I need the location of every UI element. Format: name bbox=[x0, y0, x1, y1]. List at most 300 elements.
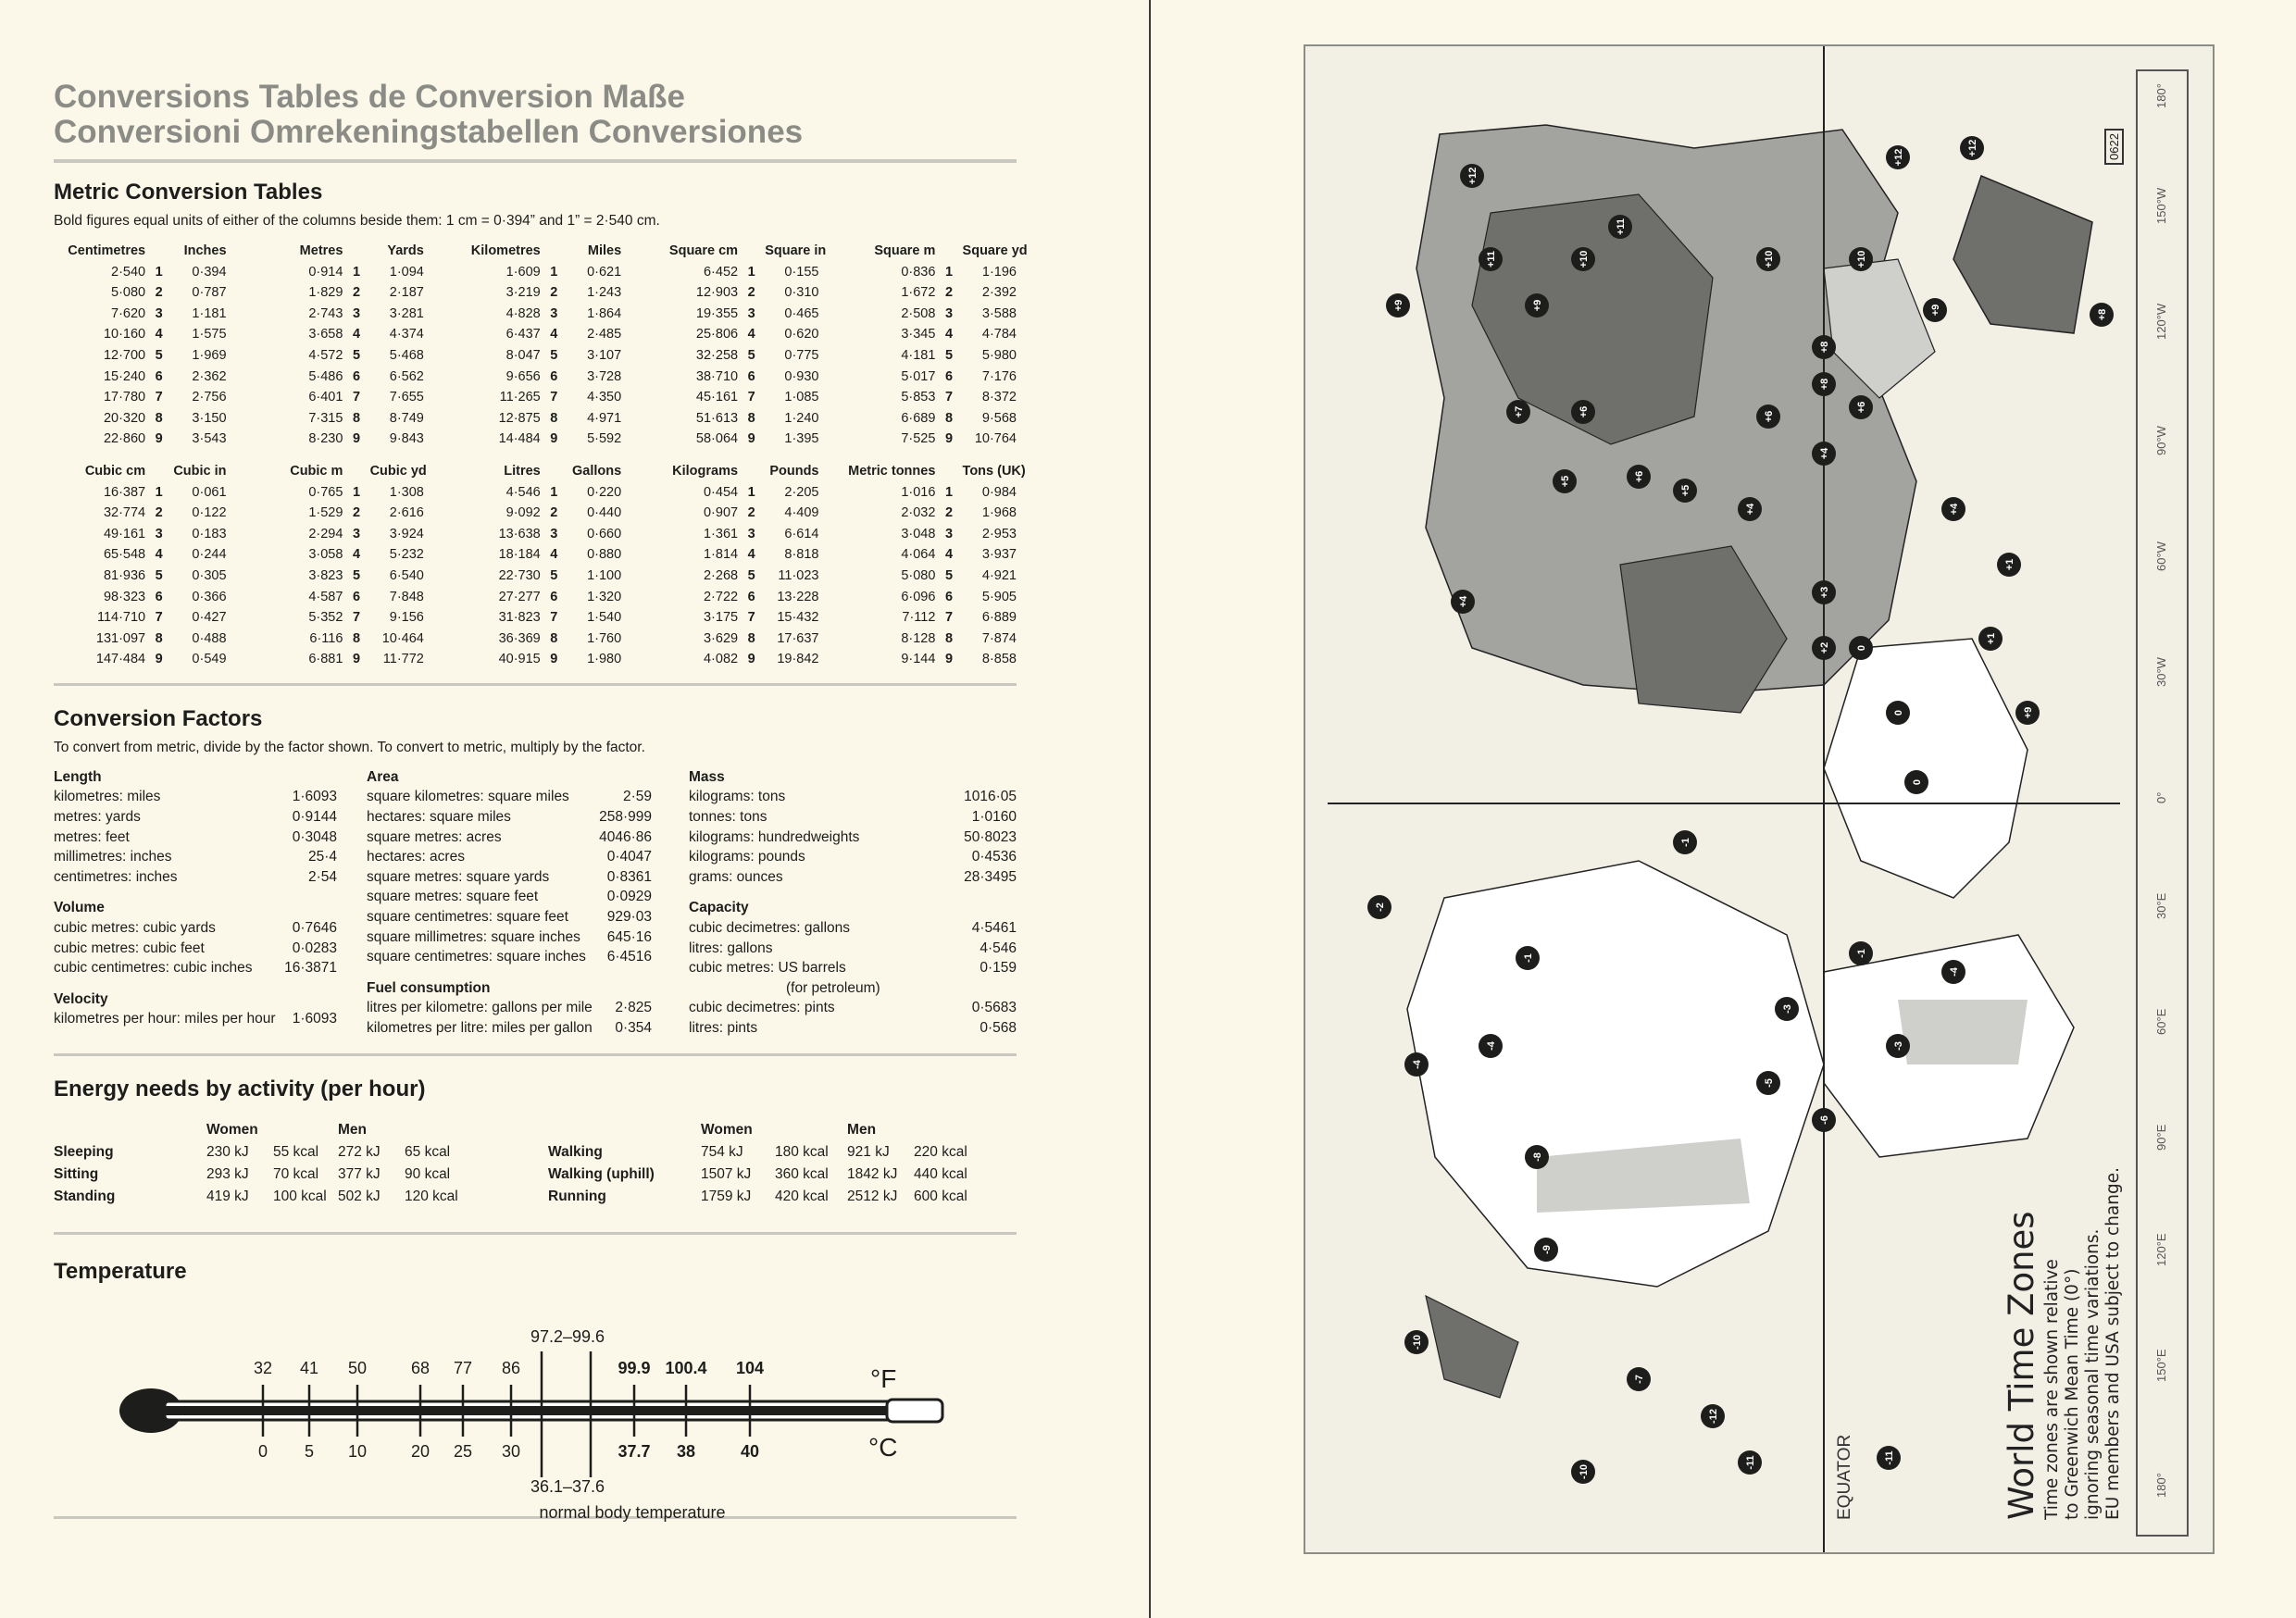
table-cell: 0·310 bbox=[784, 285, 819, 301]
map-caption-line: to Greenwich Mean Time (0°) bbox=[2063, 1268, 2082, 1520]
women-header: Women bbox=[701, 1121, 753, 1138]
table-cell: 9 bbox=[550, 652, 558, 667]
energy-cell: 100 kcal bbox=[273, 1188, 327, 1204]
factor-value: 258·999 bbox=[599, 809, 652, 826]
factors-note: To convert from metric, divide by the factor shown. To convert to metric, multiply by the factor. bbox=[54, 739, 645, 755]
factor-row bbox=[54, 807, 337, 828]
fahrenheit-label: 77 bbox=[453, 1358, 473, 1377]
table-cell: 0·765 bbox=[308, 484, 343, 500]
factor-row bbox=[367, 847, 652, 867]
column-header: Metres bbox=[299, 243, 343, 258]
table-cell: 51·613 bbox=[695, 410, 739, 426]
metric-note: Bold figures equal units of either of the columns beside them: 1 cm = 0·394” and 1” = 2·540 cm. bbox=[54, 213, 660, 229]
table-cell: 0·220 bbox=[587, 484, 622, 500]
table-cell: 2·756 bbox=[192, 390, 227, 405]
table-cell: 8 bbox=[747, 410, 755, 426]
table-cell: 4 bbox=[155, 327, 163, 342]
time-zone-label: +6 bbox=[1856, 401, 1867, 414]
table-cell: 0·394 bbox=[192, 264, 227, 280]
time-zone-label: -1 bbox=[1680, 838, 1691, 847]
longitude-label: 30°W bbox=[2154, 657, 2168, 688]
table-cell: 1·240 bbox=[784, 410, 819, 426]
table-cell: 12·903 bbox=[695, 285, 739, 301]
table-cell: 6·096 bbox=[901, 589, 936, 604]
table-cell: 3·588 bbox=[981, 305, 1017, 321]
table-cell: 9 bbox=[944, 431, 954, 447]
factor-group-heading: Volume bbox=[54, 900, 105, 916]
energy-row bbox=[54, 1164, 1017, 1186]
table-cell: 20·320 bbox=[103, 410, 146, 426]
column-header: Pounds bbox=[769, 463, 819, 479]
energy-cell: 180 kcal bbox=[775, 1143, 829, 1160]
table-cell: 3 bbox=[550, 305, 558, 321]
column-header-spacer bbox=[145, 461, 172, 482]
table-cell: 38·710 bbox=[695, 368, 739, 384]
factor-label: metres: yards bbox=[54, 809, 141, 826]
table-row bbox=[54, 524, 1017, 545]
time-zone-label: +8 bbox=[1819, 341, 1830, 354]
table-cell: 8 bbox=[550, 410, 558, 426]
table-cell: 114·710 bbox=[96, 610, 146, 626]
table-cell: 0·061 bbox=[192, 484, 227, 500]
table-cell: 2·953 bbox=[981, 526, 1017, 541]
column-header-spacer bbox=[935, 461, 962, 482]
factor-label: square centimetres: square inches bbox=[367, 949, 586, 965]
time-zone-label: -11 bbox=[1884, 1450, 1895, 1465]
table-cell: 4·828 bbox=[505, 305, 541, 321]
factor-column bbox=[54, 767, 359, 1039]
table-cell: 8 bbox=[352, 630, 361, 646]
factor-value: 1016·05 bbox=[964, 789, 1017, 805]
table-cell: 5·080 bbox=[901, 567, 936, 583]
celsius-label: 30 bbox=[501, 1441, 521, 1461]
energy-cell: 440 kcal bbox=[914, 1165, 967, 1182]
table-cell: 8 bbox=[944, 410, 954, 426]
table-cell: 2·032 bbox=[901, 505, 936, 521]
energy-cell: 1507 kJ bbox=[701, 1165, 752, 1182]
table-cell: 7 bbox=[944, 390, 954, 405]
table-cell: 6 bbox=[155, 368, 163, 384]
table-cell: 0·440 bbox=[587, 505, 622, 521]
table-cell: 16·387 bbox=[103, 484, 146, 500]
time-zone-label: -1 bbox=[1856, 949, 1867, 958]
longitude-label: 120°W bbox=[2154, 303, 2168, 341]
table-cell: 7 bbox=[155, 390, 163, 405]
time-zone-label: +9 bbox=[1930, 304, 1941, 317]
longitude-label: 60°E bbox=[2154, 1008, 2168, 1035]
factor-row bbox=[54, 918, 337, 939]
time-zone-label: +6 bbox=[1578, 405, 1590, 418]
column-header: Square yd bbox=[962, 243, 1028, 258]
column-header: Metric tonnes bbox=[848, 463, 936, 479]
energy-cell: 70 kcal bbox=[273, 1165, 319, 1182]
table-cell: 6·889 bbox=[981, 610, 1017, 626]
factor-row bbox=[689, 1018, 1017, 1039]
energy-cell: Sitting bbox=[54, 1165, 99, 1182]
time-zone-label: +5 bbox=[1680, 484, 1691, 497]
table-cell: 3·175 bbox=[703, 610, 739, 626]
table-cell: 5·486 bbox=[308, 368, 343, 384]
factor-row bbox=[54, 1009, 337, 1029]
factor-group-heading: Mass bbox=[689, 768, 725, 785]
table-row bbox=[54, 607, 1017, 629]
factor-value: 645·16 bbox=[606, 928, 652, 945]
table-cell: 5 bbox=[550, 347, 558, 363]
table-cell: 6·881 bbox=[308, 652, 343, 667]
longitude-label: 60°W bbox=[2154, 541, 2168, 572]
energy-cell: 272 kJ bbox=[338, 1143, 381, 1160]
time-zone-label: +12 bbox=[1467, 167, 1479, 185]
celsius-label: 10 bbox=[347, 1441, 368, 1461]
factor-group-heading: Capacity bbox=[689, 900, 749, 916]
table-cell: 1 bbox=[747, 264, 755, 280]
factor-row bbox=[367, 867, 652, 888]
energy-cell: 120 kcal bbox=[405, 1188, 458, 1204]
column-header: Kilometres bbox=[470, 243, 541, 258]
temperature-title: Temperature bbox=[54, 1258, 187, 1284]
time-zone-label: -10 bbox=[1578, 1464, 1590, 1479]
factor-label: cubic metres: US barrels bbox=[689, 960, 846, 977]
table-cell: 1·181 bbox=[192, 305, 227, 321]
map-caption-line: EU members and USA subject to change. bbox=[2103, 1167, 2123, 1520]
table-cell: 3 bbox=[352, 305, 361, 321]
table-cell: 4 bbox=[550, 327, 558, 342]
factor-row bbox=[367, 998, 652, 1018]
landmass-africa bbox=[1824, 639, 2028, 898]
factor-label: square kilometres: square miles bbox=[367, 789, 569, 805]
table-cell: 0·836 bbox=[901, 264, 936, 280]
table-cell: 7·620 bbox=[111, 305, 146, 321]
time-zone-label: -12 bbox=[1708, 1409, 1719, 1424]
table-cell: 2·508 bbox=[901, 305, 936, 321]
table-cell: 12·700 bbox=[103, 347, 146, 363]
table-cell: 9 bbox=[747, 431, 755, 447]
table-cell: 5 bbox=[155, 347, 163, 363]
time-zone-label: -5 bbox=[1764, 1078, 1775, 1088]
factor-label: litres: gallons bbox=[689, 940, 773, 956]
metric-table-1 bbox=[54, 241, 1028, 450]
table-row bbox=[54, 304, 1017, 325]
factor-row bbox=[689, 939, 1017, 959]
table-cell: 3 bbox=[352, 526, 361, 541]
celsius-label: 37.7 bbox=[618, 1441, 651, 1461]
column-header: Centimetres bbox=[68, 243, 146, 258]
table-cell: 1 bbox=[155, 484, 163, 500]
table-cell: 8·047 bbox=[505, 347, 541, 363]
table-cell: 9 bbox=[352, 431, 361, 447]
factor-value: 0·3048 bbox=[292, 828, 337, 845]
time-zone-label: -1 bbox=[1523, 953, 1534, 963]
time-zone-label: +1 bbox=[1986, 632, 1997, 645]
table-cell: 1·085 bbox=[784, 390, 819, 405]
map-caption bbox=[2042, 1167, 2124, 1520]
factor-value: 25·4 bbox=[307, 849, 337, 865]
table-cell: 36·369 bbox=[498, 630, 541, 646]
factor-row bbox=[367, 927, 652, 948]
table-cell: 49·161 bbox=[103, 526, 146, 541]
rule bbox=[54, 683, 1017, 686]
table-cell: 7·848 bbox=[389, 589, 424, 604]
table-cell: 2 bbox=[352, 505, 361, 521]
time-zone-label: +8 bbox=[1819, 378, 1830, 391]
table-cell: 147·484 bbox=[95, 652, 146, 667]
column-header: Cubic yd bbox=[369, 463, 427, 479]
factor-label: litres: pints bbox=[689, 1020, 758, 1036]
table-cell: 17·637 bbox=[777, 630, 819, 646]
table-cell: 81·936 bbox=[103, 567, 146, 583]
table-cell: 32·774 bbox=[103, 505, 146, 521]
time-zone-label: -4 bbox=[1486, 1041, 1497, 1051]
table-cell: 5 bbox=[747, 347, 755, 363]
table-cell: 2·540 bbox=[111, 264, 146, 280]
table-cell: 4 bbox=[352, 327, 361, 342]
celsius-unit: °C bbox=[868, 1432, 898, 1462]
fahrenheit-label: 41 bbox=[299, 1358, 319, 1377]
factor-label: cubic decimetres: pints bbox=[689, 1000, 835, 1016]
factor-row bbox=[689, 958, 1017, 978]
table-cell: 1 bbox=[944, 484, 954, 500]
range-f-label: 97.2–99.6 bbox=[530, 1326, 605, 1346]
table-cell: 4 bbox=[944, 327, 954, 342]
table-cell: 4·971 bbox=[587, 410, 622, 426]
table-cell: 22·860 bbox=[103, 431, 146, 447]
energy-table bbox=[54, 1119, 1017, 1208]
celsius-label: 38 bbox=[676, 1441, 696, 1461]
table-cell: 3·728 bbox=[587, 368, 622, 384]
table-cell: 9 bbox=[550, 431, 558, 447]
table-cell: 131·097 bbox=[95, 630, 146, 646]
time-zone-label: +11 bbox=[1486, 250, 1497, 268]
map-caption-line: ignoring seasonal time variations. bbox=[2083, 1228, 2103, 1520]
table-cell: 0·549 bbox=[192, 652, 227, 667]
fahrenheit-label: 32 bbox=[253, 1358, 273, 1377]
table-cell: 6 bbox=[747, 589, 755, 604]
table-cell: 8 bbox=[550, 630, 558, 646]
time-zone-label: -3 bbox=[1782, 1004, 1793, 1014]
time-zone-label: 0 bbox=[1893, 709, 1904, 716]
energy-cell: Walking (uphill) bbox=[548, 1165, 655, 1182]
factor-value: 28·3495 bbox=[964, 868, 1017, 885]
table-cell: 5 bbox=[944, 347, 954, 363]
table-cell: 3·058 bbox=[308, 547, 343, 563]
table-cell: 5 bbox=[944, 567, 954, 583]
table-cell: 6 bbox=[155, 589, 163, 604]
time-zone-label: -10 bbox=[1412, 1335, 1423, 1350]
table-cell: 4 bbox=[550, 547, 558, 563]
table-cell: 2·187 bbox=[389, 285, 424, 301]
longitude-label: 150°W bbox=[2154, 187, 2168, 225]
table-cell: 65·548 bbox=[103, 547, 146, 563]
table-cell: 5·080 bbox=[111, 285, 146, 301]
fahrenheit-label: 99.9 bbox=[618, 1358, 651, 1377]
table-cell: 5·592 bbox=[587, 431, 622, 447]
table-cell: 6 bbox=[352, 368, 361, 384]
longitude-label: 30°E bbox=[2154, 892, 2168, 919]
table-cell: 4 bbox=[747, 547, 755, 563]
longitude-label: 120°E bbox=[2154, 1233, 2168, 1266]
factor-label: kilometres: miles bbox=[54, 789, 161, 805]
table-cell: 2·485 bbox=[587, 327, 622, 342]
table-cell: 6 bbox=[944, 368, 954, 384]
table-cell: 13·228 bbox=[777, 589, 819, 604]
factor-label: cubic metres: cubic feet bbox=[54, 940, 205, 956]
table-cell: 1 bbox=[550, 484, 558, 500]
table-cell: 8·372 bbox=[981, 390, 1017, 405]
factor-value: 50·8023 bbox=[964, 828, 1017, 845]
factor-value: 929·03 bbox=[606, 909, 652, 926]
table-cell: 0·880 bbox=[587, 547, 622, 563]
table-cell: 1 bbox=[155, 264, 163, 280]
longitude-label: 180° bbox=[2154, 83, 2168, 108]
table-cell: 1·540 bbox=[587, 610, 622, 626]
thermometer-scale bbox=[54, 1292, 1017, 1524]
table-cell: 5·017 bbox=[901, 368, 936, 384]
table-cell: 0·122 bbox=[192, 505, 227, 521]
table-cell: 4·374 bbox=[389, 327, 424, 342]
time-zone-label: +9 bbox=[2023, 706, 2034, 719]
table-cell: 6·401 bbox=[308, 390, 343, 405]
table-cell: 6 bbox=[747, 368, 755, 384]
table-cell: 7 bbox=[352, 610, 361, 626]
column-header: Square m bbox=[874, 243, 936, 258]
table-cell: 2 bbox=[944, 285, 954, 301]
column-header-spacer bbox=[541, 461, 568, 482]
time-zone-label: -9 bbox=[1541, 1245, 1553, 1254]
column-header-spacer bbox=[343, 461, 369, 482]
table-cell: 8 bbox=[944, 630, 954, 646]
table-cell: 8·858 bbox=[981, 652, 1017, 667]
factor-label: kilometres per litre: miles per gallon bbox=[367, 1020, 593, 1036]
longitude-label: 90°W bbox=[2154, 426, 2168, 456]
table-cell: 19·842 bbox=[777, 652, 819, 667]
column-header: Litres bbox=[504, 463, 541, 479]
table-header-row bbox=[54, 461, 1017, 482]
energy-cell: 65 kcal bbox=[405, 1143, 451, 1160]
table-cell: 4 bbox=[944, 547, 954, 563]
time-zone-label: +4 bbox=[1819, 447, 1830, 460]
longitude-label: 90°E bbox=[2154, 1124, 2168, 1151]
energy-cell: 420 kcal bbox=[775, 1188, 829, 1204]
factor-group-heading: Fuel consumption bbox=[367, 979, 491, 996]
time-zone-label: +6 bbox=[1634, 470, 1645, 483]
factor-value: 2·54 bbox=[307, 868, 337, 885]
table-cell: 5·468 bbox=[389, 347, 424, 363]
table-row bbox=[54, 649, 1017, 670]
factor-row bbox=[689, 847, 1017, 867]
time-zone-label: +11 bbox=[1616, 218, 1627, 236]
table-cell: 0·488 bbox=[192, 630, 227, 646]
energy-cell: Sleeping bbox=[54, 1143, 114, 1160]
energy-cell: 55 kcal bbox=[273, 1143, 319, 1160]
table-cell: 6·437 bbox=[505, 327, 541, 342]
table-cell: 1·529 bbox=[308, 505, 343, 521]
rule bbox=[54, 1053, 1017, 1056]
factor-label: cubic metres: cubic yards bbox=[54, 920, 216, 937]
table-cell: 6 bbox=[550, 368, 558, 384]
time-zone-label: -2 bbox=[1375, 902, 1386, 912]
time-zone-label: -7 bbox=[1634, 1375, 1645, 1384]
table-cell: 1·968 bbox=[981, 505, 1017, 521]
table-cell: 1·320 bbox=[587, 589, 622, 604]
time-zone-label: 0 bbox=[1912, 778, 1923, 786]
factor-row bbox=[689, 828, 1017, 848]
table-row bbox=[54, 482, 1017, 504]
thermometer-mercury bbox=[165, 1406, 887, 1415]
table-cell: 11·772 bbox=[382, 652, 424, 667]
table-cell: 3·823 bbox=[308, 567, 343, 583]
table-cell: 1·575 bbox=[192, 327, 227, 342]
table-cell: 1 bbox=[747, 484, 755, 500]
table-cell: 1·308 bbox=[389, 484, 424, 500]
factor-label: millimetres: inches bbox=[54, 849, 172, 865]
column-header: Miles bbox=[587, 243, 622, 258]
table-cell: 4·082 bbox=[703, 652, 739, 667]
column-header: Inches bbox=[183, 243, 227, 258]
table-cell: 27·277 bbox=[498, 589, 541, 604]
celsius-label: 40 bbox=[740, 1441, 760, 1461]
table-cell: 1 bbox=[944, 264, 954, 280]
table-cell: 4·572 bbox=[308, 347, 343, 363]
longitude-label: 0° bbox=[2154, 791, 2168, 803]
table-cell: 4·921 bbox=[981, 567, 1017, 583]
factor-label: hectares: acres bbox=[367, 849, 465, 865]
factor-value: 0·7646 bbox=[292, 920, 337, 937]
celsius-label: 5 bbox=[304, 1441, 315, 1461]
table-cell: 4·784 bbox=[981, 327, 1017, 342]
table-cell: 2 bbox=[747, 285, 755, 301]
fahrenheit-label: 104 bbox=[735, 1358, 765, 1377]
table-cell: 0·775 bbox=[784, 347, 819, 363]
column-header: Yards bbox=[387, 243, 424, 258]
table-cell: 0·366 bbox=[192, 589, 227, 604]
table-cell: 4·181 bbox=[901, 347, 936, 363]
table-cell: 3·658 bbox=[308, 327, 343, 342]
table-cell: 12·875 bbox=[498, 410, 541, 426]
column-header: Kilograms bbox=[672, 463, 739, 479]
table-cell: 1·609 bbox=[505, 264, 541, 280]
energy-cell: 502 kJ bbox=[338, 1188, 381, 1204]
table-cell: 98·323 bbox=[103, 589, 146, 604]
table-cell: 2·722 bbox=[703, 589, 739, 604]
energy-row bbox=[54, 1141, 1017, 1164]
table-row bbox=[54, 587, 1017, 608]
table-cell: 8 bbox=[155, 630, 163, 646]
table-cell: 0·620 bbox=[784, 327, 819, 342]
table-cell: 3 bbox=[550, 526, 558, 541]
fahrenheit-label: 68 bbox=[410, 1358, 430, 1377]
table-cell: 58·064 bbox=[695, 431, 739, 447]
table-cell: 0·984 bbox=[981, 484, 1017, 500]
table-cell: 3·543 bbox=[192, 431, 227, 447]
table-cell: 7·112 bbox=[902, 610, 936, 626]
table-cell: 0·930 bbox=[784, 368, 819, 384]
table-cell: 3·150 bbox=[192, 410, 227, 426]
table-cell: 8·749 bbox=[389, 410, 424, 426]
table-cell: 7 bbox=[747, 610, 755, 626]
time-zone-label: -8 bbox=[1532, 1152, 1543, 1162]
table-cell: 1 bbox=[352, 484, 361, 500]
factor-row bbox=[689, 918, 1017, 939]
table-cell: 7 bbox=[747, 390, 755, 405]
factor-label: square metres: acres bbox=[367, 828, 502, 845]
table-row bbox=[54, 324, 1017, 345]
factor-label: square metres: square feet bbox=[367, 889, 539, 905]
table-cell: 6·452 bbox=[703, 264, 739, 280]
table-cell: 1·969 bbox=[192, 347, 227, 363]
factor-value: 0·5683 bbox=[971, 1000, 1017, 1016]
table-cell: 0·660 bbox=[587, 526, 622, 541]
table-cell: 0·621 bbox=[587, 264, 622, 280]
